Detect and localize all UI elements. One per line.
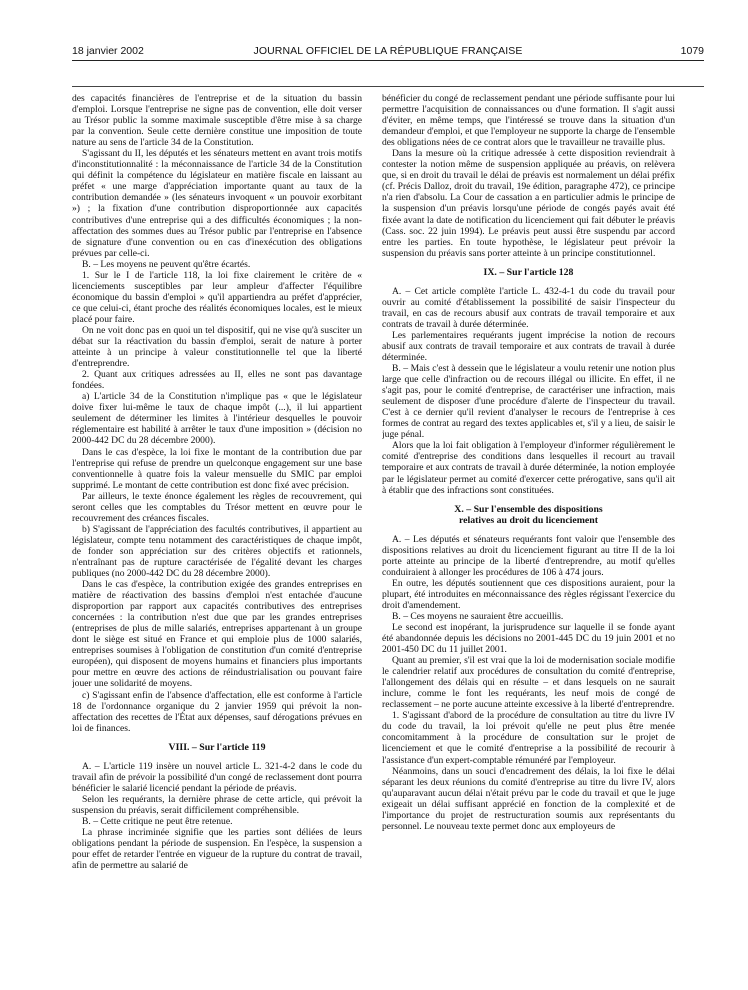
paragraph: Quant au premier, s'il est vrai que la loi de modernisation sociale modifie le calendrier relatif aux procédures de consultation du comité d'entreprise, l'allongement des délais qui en résulte – et dans lesquels on ne saurait inclure, comme le font les requérants, les neuf mois de congé de reclassement – ne porte aucune atteinte excessive à la liberté d'entreprendre.: [382, 655, 675, 711]
paragraph: bénéficier du congé de reclassement pendant une période suffisante pour lui permettre l'acquisition de connaissances ou d'une formation. Il s'agit aussi d'éviter, en même temps, que l'intéressé se trouve dans la situation d'un demandeur d'emploi, et que l'employeur ne supporte la charge de l'ensemble des obligations nées de ce contrat alors que le travailleur ne travaille plus.: [382, 93, 675, 149]
section-heading-x: [382, 504, 675, 526]
paragraph: 2. Quant aux critiques adressées au II, elles ne sont pas davantage fondées.: [72, 369, 362, 392]
header-rule: [72, 60, 704, 61]
paragraph: Selon les requérants, la dernière phrase de cette article, qui prévoit la suspension du préavis, serait difficilement compréhensible.: [72, 793, 362, 816]
paragraph: 1. Sur le I de l'article 118, la loi fixe clairement le critère de « licenciements susceptibles par leur ampleur d'affecter l'équilibre économique du bassin d'emploi » qu'il appartiendra au préfet d'apprécier, ce que celui-ci, étant proche des réalités économiques locales, est le mieux placé pour faire.: [72, 269, 362, 325]
content-top-rule: [72, 86, 704, 87]
journal-title: JOURNAL OFFICIEL DE LA RÉPUBLIQUE FRANÇAISE: [253, 45, 523, 57]
paragraph: c) S'agissant enfin de l'absence d'affectation, elle est conforme à l'article 18 de l'ordonnance organique du 2 janvier 1959 qui prévoit la non-affectation des recettes de l'État aux dépenses, sauf dérogations prévues en loi de finances.: [72, 689, 362, 734]
paragraph: A. – Les députés et sénateurs requérants font valoir que l'ensemble des dispositions relatives au droit du licenciement figurant au titre II de la loi porte atteinte au principe de la liberté d'entreprendre, au motif qu'elles conduiraient à allonger les procédures de 106 à 474 jours.: [382, 533, 675, 578]
page-number: 1079: [680, 45, 704, 57]
section-heading-x-line1: X. – Sur l'ensemble des dispositions: [454, 503, 603, 515]
paragraph: Dans le cas d'espèce, la contribution exigée des grandes entreprises en matière de réactivation des bassins d'emploi n'est entachée d'aucune disproportion par rapport aux capacités contributives des entreprises concernées : la contribution n'est due que par les grandes entreprises (entreprises de plus de mille salariés, entreprises appartenant à un groupe dont le siège est situé en France et qui emploie plus de 1000 salariés, entreprises soumises à l'obligation de constitution d'un comité d'entreprise européen), qui disposent de moyens humains et financiers plus importants pour mettre en œuvre des actions de réindustrialisation ou pouvant faire jouer une solidarité de moyens.: [72, 579, 362, 690]
paragraph: a) L'article 34 de la Constitution n'implique pas « que le législateur doive fixer lui-même le taux de chaque impôt (...), il lui appartient seulement de déterminer les limites à l'intérieur desquelles le pouvoir réglementaire est habilité à arrêter le taux d'une imposition » (décision no 2000-442 DC du 28 décembre 2000).: [72, 391, 362, 447]
paragraph: A. – L'article 119 insère un nouvel article L. 321-4-2 dans le code du travail afin de prévoir la possibilité d'un congé de reclassement dont pourra bénéficier le salarié licencié pendant la période de préavis.: [72, 760, 362, 794]
paragraph: B. – Cette critique ne peut être retenue.: [82, 815, 233, 827]
paragraph: Par ailleurs, le texte énonce également les règles de recouvrement, qui seront celles que les comptables du Trésor mettent en œuvre pour le recouvrement des créances fiscales.: [72, 490, 362, 524]
paragraph: Les parlementaires requérants jugent imprécise la notion de recours abusif aux contrats de travail temporaire et aux contrats de travail à durée déterminée.: [382, 329, 675, 363]
paragraph: 1. S'agissant d'abord de la procédure de consultation au titre du livre IV du code du travail, la loi prévoit qu'elle ne peut plus être menée concomitamment à la procédure de consultation sur le projet de licenciement et que le comité d'entreprise a la possibilité de recourir à l'assistance d'un expert-comptable rémunéré par l'employeur.: [382, 710, 675, 766]
publication-date: 18 janvier 2002: [72, 45, 144, 57]
left-column: [72, 93, 362, 975]
section-heading-x-line2: relatives au droit du licenciement: [459, 514, 598, 526]
paragraph: des capacités financières de l'entreprise et de la situation du bassin d'emploi. Lorsque l'entreprise ne signe pas de convention, elle doit verser au Trésor public la somme maximale susceptible d'être mise à sa charge par la convention. Seule cette dernière constitue une imposition de toute nature au sens de l'article 34 de la Constitution.: [72, 93, 362, 149]
page-header: [72, 45, 704, 61]
paragraph: B. – Ces moyens ne sauraient être accueillis.: [392, 610, 564, 622]
paragraph: Dans la mesure où la critique adressée à cette disposition reviendrait à contester la notion même de suspension appliquée au préavis, on relèvera que, si en droit du travail le délai de préavis est normalement un délai préfix (cf. Précis Dalloz, droit du travail, 19e édition, paragraphe 472), ce principe n'a rien d'absolu. La Cour de cassation a en particulier admis le principe de la suspension d'un préavis lorsqu'une période de congés payés avait été fixée avant la date de notification du licenciement qui fait débuter le préavis (Cass. soc. 22 juin 1994). Le préavis peut aussi être suspendu par accord entre les parties. En toute hypothèse, le législateur peut prévoir la suspension du préavis sans porter atteinte à un principe constitutionnel.: [382, 148, 675, 259]
paragraph: b) S'agissant de l'appréciation des facultés contributives, il appartient au législateur, compte tenu notamment des caractéristiques de chaque impôt, de fonder son appréciation sur des critères objectifs et rationnels, n'entraînant pas de rupture caractérisée de l'égalité devant les charges publiques (no 2000-442 DC du 28 décembre 2000).: [72, 523, 362, 580]
paragraph: S'agissant du II, les députés et les sénateurs mettent en avant trois motifs d'inconstitutionnalité : la méconnaissance de l'article 34 de la Constitution qui définit la compétence du législateur en matière fiscale en laissant au préfet « une marge d'appréciation importante quant au taux de la contribution demandée » (les sénateurs invoquent « un pouvoir exorbitant ») ; la fixation d'une contribution disproportionnée aux capacités contributives d'une entreprise qui a des difficultés économiques ; la non-affectation des sommes dues au Trésor public par l'entreprise en l'absence de signature d'une convention ou en cas d'inexécution des obligations prévues par celle-ci.: [72, 148, 362, 259]
section-heading-viii: VIII. – Sur l'article 119: [168, 741, 266, 753]
paragraph: B. – Les moyens ne peuvent qu'être écartés.: [82, 258, 251, 270]
paragraph: Néanmoins, dans un souci d'encadrement des délais, la loi fixe le délai séparant les deux réunions du comité d'entreprise au titre du livre IV, alors qu'auparavant aucun délai n'était prévu par le code du travail et que le juge exigeait un délai suffisant apprécié en fonction de la complexité et de l'importance du projet de restructuration soumis aux représentants du personnel. Le nouveau texte permet donc aux employeurs de: [382, 765, 675, 832]
paragraph: B. – Mais c'est à dessein que le législateur a voulu retenir une notion plus large que celle d'infraction ou de recours illégal ou illicite. En effet, il ne s'agit pas, pour le comité d'entreprise, de caractériser une infraction, mais seulement de disposer d'une procédure d'alerte de l'inspecteur du travail. C'est à ce dernier qu'il revient d'analyser le recours de l'entreprise à ces formes de contrat au regard des textes applicables et, s'il y a lieu, de saisir le juge pénal.: [382, 363, 675, 441]
section-heading-ix: IX. – Sur l'article 128: [483, 266, 574, 278]
paragraph: A. – Cet article complète l'article L. 432-4-1 du code du travail pour ouvrir au comité d'établissement la possibilité de saisir l'inspecteur du travail, en cas de recours abusif aux contrats de travail temporaire et aux contrats de travail à durée déterminée.: [382, 285, 675, 330]
paragraph: La phrase incriminée signifie que les parties sont déliées de leurs obligations pendant la période de suspension. En l'espèce, la suspension a pour effet de retarder l'entrée en vigueur de la rupture du contrat de travail, afin de permettre au salarié de: [72, 827, 362, 872]
paragraph: Dans le cas d'espèce, la loi fixe le montant de la contribution due par l'entreprise qui refuse de prendre un quelconque engagement sur une base conventionnelle à quatre fois la valeur mensuelle du SMIC par emploi supprimé. Le montant de cette contribution est donc fixé avec précision.: [72, 446, 362, 491]
paragraph: En outre, les députés soutiennent que ces dispositions auraient, pour la plupart, été introduites en méconnaissance des règles régissant l'exercice du droit d'amendement.: [382, 577, 675, 611]
right-column: [382, 93, 675, 975]
paragraph: Alors que la loi fait obligation à l'employeur d'informer régulièrement le comité d'entreprise des conditions dans lesquelles il recourt au travail temporaire et aux contrats de travail à durée déterminée, la notion employée par le législateur permet au comité d'exercer cette prérogative, sans qu'il ait à établir que des infractions sont constituées.: [382, 440, 675, 496]
paragraph: On ne voit donc pas en quoi un tel dispositif, qui ne vise qu'à susciter un débat sur la réactivation du bassin d'emploi, serait de nature à porter atteinte à un principe à valeur constitutionnelle tel que la liberté d'entreprendre.: [72, 324, 362, 370]
paragraph: Le second est inopérant, la jurisprudence sur laquelle il se fonde ayant été abandonnée depuis les décisions no 2001-445 DC du 19 juin 2001 et no 2001-450 DC du 11 juillet 2001.: [382, 621, 675, 656]
